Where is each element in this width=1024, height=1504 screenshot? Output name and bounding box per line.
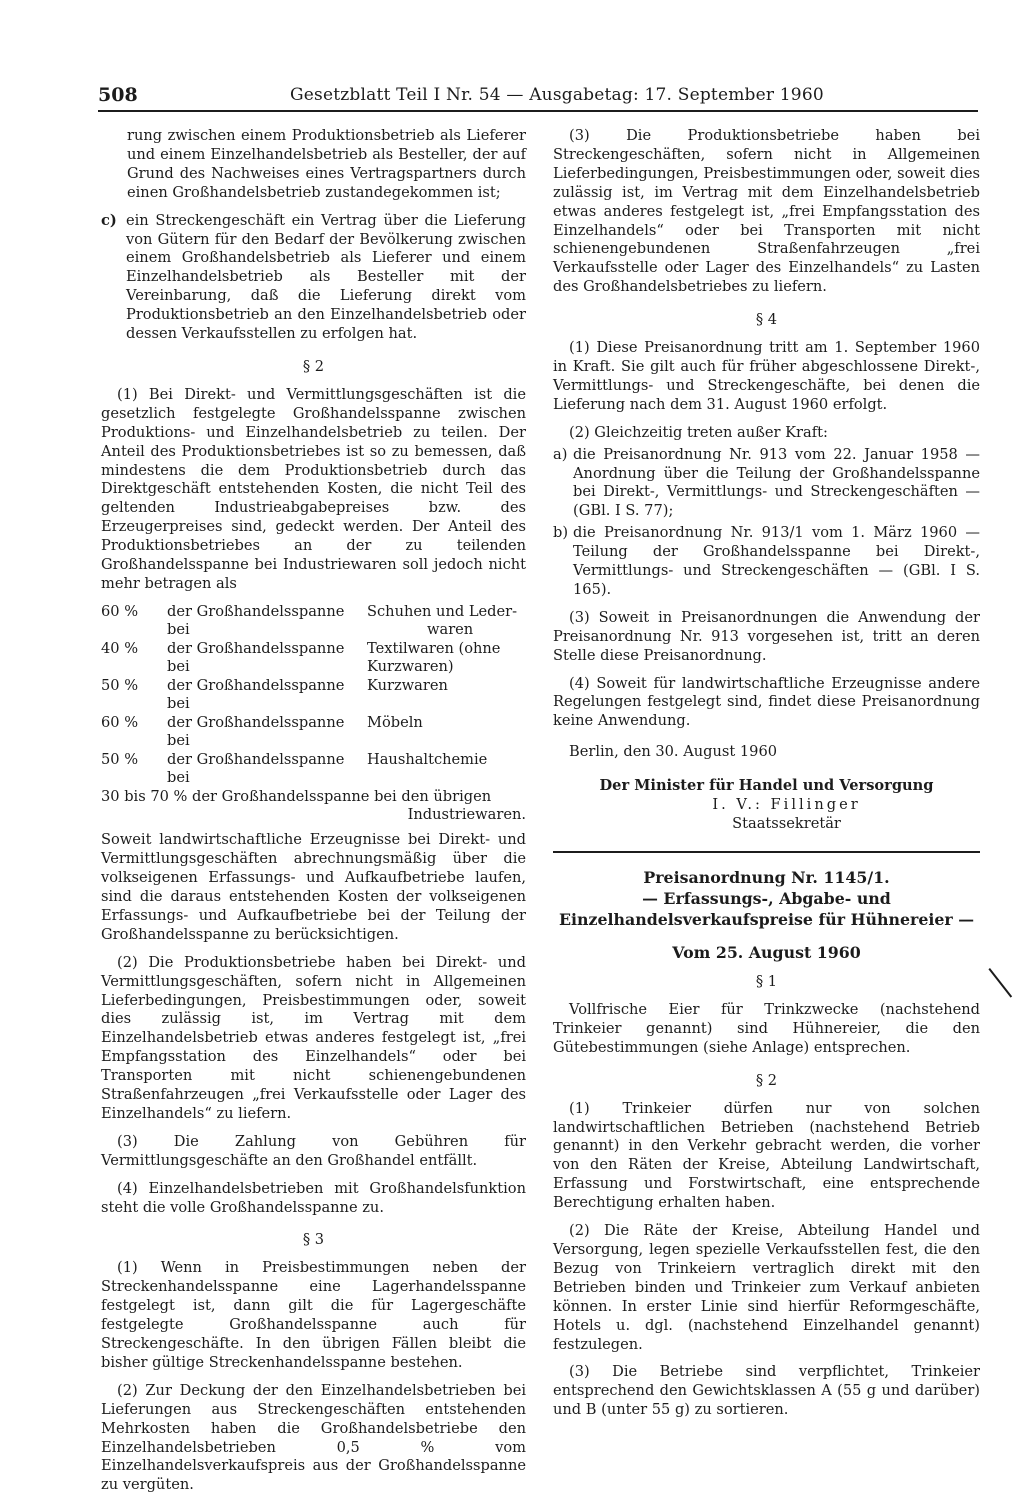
section-4-para-1: (1) Diese Preisanordnung tritt am 1. September 1960 in Kraft. Sie gilt auch für früher abgeschlossene Direkt-, Vermittlungs- und Streckengeschäfte, bei denen die Lieferung nach dem 31. August 1960 erfolgt. — [553, 339, 980, 413]
signatory-role: Staatssekretär — [732, 815, 841, 833]
definition-c-label: c) — [101, 211, 117, 229]
left-column — [101, 127, 526, 1504]
rate-label: der Großhandelsspanne bei — [167, 713, 345, 750]
repeal-item-b-text: die Preisanordnung Nr. 913/1 vom 1. März 1960 — Teilung der Großhandelsspanne bei Direkt-, Vermittlungs- und Streckengeschäften — (GBl. I S. 165). — [573, 524, 980, 598]
repeal-item-b-label: b) — [553, 524, 569, 542]
new-section-2-para-1: (1) Trinkeier dürfen nur von solchen landwirtschaftlichen Betrieben (nachstehend Betrieb genannt) in den Verkehr gebracht werden, die vorher von den Räten der Kreise, Abteilung Landwirtschaft, Erfassung und Forstwirtschaft, eine entsprechende Berechtigung erhalten haben. — [553, 1099, 980, 1212]
rate-product: Haushaltchemie — [367, 750, 488, 768]
rate-row — [101, 677, 526, 714]
rate-row — [101, 714, 526, 751]
rate-percent: 50 % — [101, 750, 139, 768]
section-4-para-2: (2) Gleichzeitig treten außer Kraft: — [569, 423, 828, 441]
page-header — [98, 84, 978, 112]
new-section-2-para-3: (3) Die Betriebe sind verpflichtet, Trinkeier entsprechend den Gewichtsklassen A (55 g und darüber) und B (unter 55 g) zu sortieren. — [553, 1363, 980, 1419]
signing-date: Berlin, den 30. August 1960 — [569, 743, 778, 761]
rate-product: Möbeln — [367, 713, 423, 731]
rate-row — [101, 640, 526, 677]
section-2-para-4: (4) Einzelhandelsbetrieben mit Großhandelsfunktion steht die volle Großhandelsspanne zu. — [101, 1179, 526, 1216]
section-2-para-1: (1) Bei Direkt- und Vermittlungsgeschäften ist die gesetzlich festgelegte Großhandelsspanne zwischen Produktions- und Einzelhandelsbetrieb zu teilen. Der Anteil des Produktionsbetriebes ist so zu bemessen, daß mindestens die dem Produktionsbetrieb durch das Direktgeschäft entstehenden Kosten, die nicht Teil des geltenden Industrieabgabepreises bzw. des Erzeugerpreises sind, gedeckt werden. Der Anteil des Produktionsbetriebes an der zu teilenden Großhandelsspanne bei Industriewaren soll jedoch nicht mehr betragen als — [101, 385, 526, 592]
continued-paragraph: rung zwischen einem Produktionsbetrieb als Lieferer und einem Einzelhandelsbetrieb als Besteller, der auf Grund des Nachweises eines Vertragspartners durch einen Großhandelsbetrieb zustandegekommen ist; — [127, 127, 526, 201]
ordinance-number: Preisanordnung Nr. 1145/1. — [643, 868, 890, 888]
definition-c-text: ein Streckengeschäft ein Vertrag über die Lieferung von Gütern für den Bedarf der Bevölkerung zwischen einem Großhandelsbetrieb als Lieferer und einem Einzelhandelsbetrieb als Besteller mit der Vereinbarung, daß die Lieferung direkt vom Produktionsbetrieb an den Einzelhandelsbetrieb oder dessen Verkaufsstellen zu erfolgen hat. — [126, 211, 526, 343]
rate-label: 30 bis 70 % der Großhandelsspanne bei den übrigen — [101, 787, 492, 805]
section-3-para-2: (2) Zur Deckung der den Einzelhandelsbetrieben bei Lieferungen aus Streckengeschäften entstehenden Mehrkosten haben die Großhandelsbetriebe den Einzelhandelsbetrieben 0,5 % vom Einzelhandelsverkaufspreis aus der Großhandelsspanne zu vergüten. — [101, 1381, 526, 1494]
signatory-name: I. V.: Fillinger — [712, 796, 861, 814]
rate-product: Kurzwaren — [367, 676, 448, 694]
rate-label: der Großhandelsspanne bei — [167, 602, 345, 639]
ordinance-title: — Erfassungs-, Abgabe- und Einzelhandelsverkaufspreise für Hühnereier — — [558, 889, 975, 930]
section-4-para-3: (3) Soweit in Preisanordnungen die Anwendung der Preisanordnung Nr. 913 vorgesehen ist, tritt an deren Stelle diese Preisanordnung. — [553, 608, 980, 664]
new-section-1-para: Vollfrische Eier für Trinkzwecke (nachstehend Trinkeier genannt) sind Hühnereier, die den Gütebestimmungen (siehe Anlage) entsprechen. — [553, 1001, 980, 1056]
repeal-item-a-label: a) — [553, 445, 568, 463]
repeal-item-b — [553, 524, 980, 600]
rate-label: der Großhandelsspanne bei — [167, 639, 345, 676]
gazette-title: Gesetzblatt Teil I Nr. 54 — Ausgabetag: 17. September 1960 — [290, 85, 824, 105]
section-2-heading: § 2 — [302, 357, 325, 375]
rate-product: Textilwaren (ohne Kurzwaren) — [367, 639, 501, 676]
rate-label: der Großhandelsspanne bei — [167, 750, 345, 787]
new-section-2-para-2: (2) Die Räte der Kreise, Abteilung Handel und Versorgung, legen spezielle Verkaufsstellen fest, die den Bezug von Trinkeiern vertraglich direkt mit den Betrieben binden und Trinkeier zum Verkauf anbieten können. In erster Linie sind hierfür Reformgeschäfte, Hotels u. dgl. (nachstehend Einzelhandel genannt) festzulegen. — [553, 1222, 980, 1353]
section-3-heading: § 3 — [302, 1231, 325, 1249]
rate-label: der Großhandelsspanne bei — [167, 676, 345, 713]
ordinance-date: Vom 25. August 1960 — [672, 943, 861, 963]
section-2-para-3: (3) Die Zahlung von Gebühren für Vermittlungsgeschäfte an den Großhandel entfällt. — [101, 1132, 526, 1169]
signature-block — [553, 776, 980, 833]
minister-title: Der Minister für Handel und Versorgung — [599, 777, 934, 795]
rate-percent: 60 % — [101, 602, 139, 620]
new-section-1-heading: § 1 — [755, 973, 778, 991]
rate-row-cont: Industriewaren. — [407, 806, 526, 824]
rate-row — [101, 751, 526, 788]
rate-row — [101, 788, 526, 807]
rate-percent: 40 % — [101, 639, 139, 657]
page-number: 508 — [98, 84, 138, 106]
section-2-para-2: (2) Die Produktionsbetriebe haben bei Direkt- und Vermittlungsgeschäften, sofern nicht in Allgemeinen Lieferbedingungen, Preisbestimmungen oder, soweit dies zulässig ist, im Vertrag mit dem Einzelhandelsbetrieb etwas anderes festgelegt ist, „frei Empfangsstation des Einzelhandels“ oder bei Transporten mit nicht schienengebundenen Straßenfahrzeugen „frei Verkaufsstelle oder Lager des Einzelhandels“ zu liefern. — [101, 953, 526, 1122]
section-4-heading: § 4 — [755, 311, 778, 329]
margin-stroke — [988, 968, 1012, 998]
section-2-para-1b: Soweit landwirtschaftliche Erzeugnisse bei Direkt- und Vermittlungsgeschäften abrechnungsmäßig über die volkseigenen Erfassungs- und Aufkaufbetriebe laufen, sind die daraus entstehenden Kosten der volkseigenen Erfassungs- und Aufkaufbetriebe bei der Teilung der Großhandelsspanne zu berücksichtigen. — [101, 831, 526, 943]
section-divider — [553, 851, 980, 853]
definition-c — [101, 212, 526, 344]
repeal-item-a-text: die Preisanordnung Nr. 913 vom 22. Januar 1958 — Anordnung über die Teilung der Großhandelsspanne bei Direkt-, Vermittlungs- und Streckengeschäften — (GBl. I S. 77); — [573, 445, 980, 520]
rate-row — [101, 603, 526, 640]
section-4-para-4: (4) Soweit für landwirtschaftliche Erzeugnisse andere Regelungen festgelegt sind, findet diese Preisanordnung keine Anwendung. — [553, 674, 980, 730]
rate-percent: 50 % — [101, 676, 139, 694]
right-column — [553, 127, 980, 1429]
rate-product: Schuhen und Leder- waren — [367, 602, 518, 639]
rates-list — [101, 603, 526, 825]
section-3-para-1: (1) Wenn in Preisbestimmungen neben der Streckenhandelsspanne eine Lagerhandelsspanne festgelegt ist, dann gilt die für Lagergeschäfte festgelegte Großhandelsspanne auch für Streckengeschäfte. In den übrigen Fällen bleibt die bisher gültige Streckenhandelsspanne bestehen. — [101, 1259, 526, 1371]
repeal-item-a — [553, 446, 980, 522]
new-section-2-heading: § 2 — [755, 1071, 778, 1089]
rate-percent: 60 % — [101, 713, 139, 731]
section-3-para-3: (3) Die Produktionsbetriebe haben bei Streckengeschäften, sofern nicht in Allgemeinen Lieferbedingungen, Preisbestimmungen oder, soweit dies zulässig ist, im Vertrag mit dem Einzelhandelsbetrieb etwas anderes festgelegt ist, „frei Empfangsstation des Einzelhandels“ oder bei Transporten mit nicht schienengebundenen Straßenfahrzeugen „frei Verkaufsstelle oder Lager des Einzelhandels“ zu Lasten des Großhandelsbetriebes zu liefern. — [553, 127, 980, 296]
